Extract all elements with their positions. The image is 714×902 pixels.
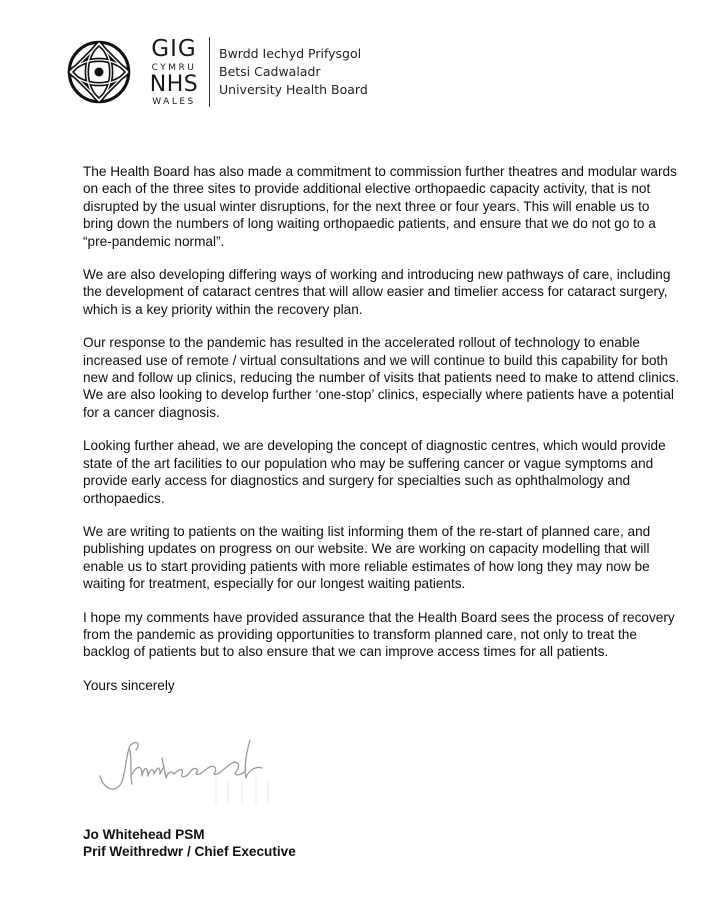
gig-cymru-nhs-wales-logo [146,37,202,107]
paragraph-waiting-list-updates: We are writing to patients on the waiting list informing them of the re-start of planned care, and publishing updates on progress on our website. We are working on capacity modelling that will enable us to start providing patients with more reliable estimates of how long they may now be waiting for treatment, especially for our longest waiting patients. [83,523,651,592]
signatory-name: Jo Whitehead PSM [83,827,205,842]
letter-body [83,163,683,694]
handwritten-signature-icon [96,736,286,806]
closing-salutation: Yours sincerely [83,677,175,693]
signatory-block [83,826,296,861]
paragraph-assurance: I hope my comments have provided assurance that the Health Board sees the process of recovery from the pandemic as providing opportunities to transform planned care, not only to treat the backlog of patients but to also ensure that we can improve access times for all patients. [83,609,675,660]
paragraph-virtual-consultations: Our response to the pandemic has resulted in the accelerated rollout of technology to enable increased use of remote / virtual consultations and we will continue to build this capability for both new and follow up clinics, reducing the number of visits that patients need to make to attend clinics. We are also looking to develop further ‘one-stop’ clinics, especially where patients have a potential for a cancer diagnosis. [83,335,680,420]
paragraph-orthopaedic-capacity: The Health Board has also made a commitment to commission further theatres and modular wards on each of the three sites to provide additional elective orthopaedic capacity activity, that is not disrupted by the usual winter disruptions, for the next three or four years. This will enable us to bring down the numbers of long waiting orthopaedic patients, and ensure that we do not go to a “pre-pandemic normal”. [83,164,677,249]
logo-wales-text: WALES [152,97,196,107]
board-name-line-welsh-1: Bwrdd Iechyd Prifysgol [219,46,362,61]
logo-cymru-text: CYMRU [151,63,197,73]
letterhead [62,36,368,108]
board-name-line-english: University Health Board [219,82,368,97]
health-board-name [219,45,368,99]
celtic-knot-logo-icon [62,36,136,108]
paragraph-diagnostic-centres: Looking further ahead, we are developing the concept of diagnostic centres, which would provide state of the art facilities to our population who may be suffering cancer or vague symptoms and provide early access for diagnostics and surgery for specialties such as ophthalmology and orthopaedics. [83,438,666,506]
letterhead-divider [209,37,210,107]
board-name-line-welsh-2: Betsi Cadwaladr [219,64,321,79]
signatory-title: Prif Weithredwr / Chief Executive [83,844,296,860]
logo-gig-text: GIG [151,36,197,62]
logo-nhs-text: NHS [149,72,199,97]
paragraph-cataract-centres: We are also developing differing ways of working and introducing new pathways of care, including the development of cataract centres that will allow easier and timelier access for cataract surgery, which is a key priority within the recovery plan. [83,267,671,317]
